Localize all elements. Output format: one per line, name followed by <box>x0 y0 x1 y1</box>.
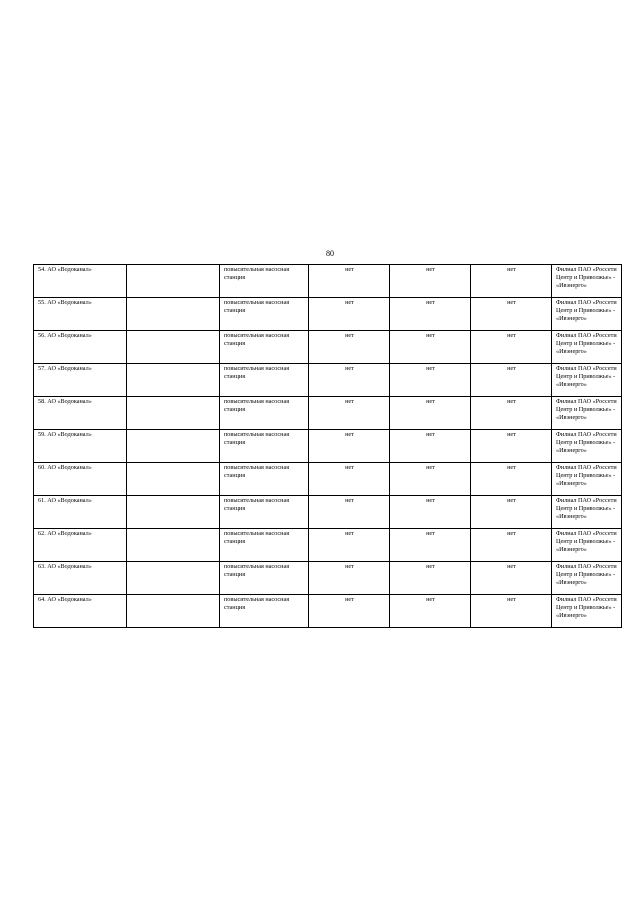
value-cell-c: нет <box>471 397 552 430</box>
consumer-name-cell: 64. АО «Водоканал» <box>34 595 127 628</box>
grid-organization-cell: Филиал ПАО «Россети Центр и Приволжье» - «Ивэнерго» <box>552 331 622 364</box>
object-type-cell: повысительная насосная станция <box>220 496 309 529</box>
grid-organization-cell: Филиал ПАО «Россети Центр и Приволжье» - «Ивэнерго» <box>552 496 622 529</box>
empty-cell <box>127 463 220 496</box>
grid-organization-cell: Филиал ПАО «Россети Центр и Приволжье» - «Ивэнерго» <box>552 529 622 562</box>
object-type-cell: повысительная насосная станция <box>220 265 309 298</box>
table-row <box>34 265 622 298</box>
table-row <box>34 496 622 529</box>
empty-cell <box>127 529 220 562</box>
value-cell-a: нет <box>309 331 390 364</box>
table-row <box>34 463 622 496</box>
value-cell-a: нет <box>309 463 390 496</box>
consumers-table <box>33 264 622 628</box>
value-cell-a: нет <box>309 397 390 430</box>
grid-organization-cell: Филиал ПАО «Россети Центр и Приволжье» - «Ивэнерго» <box>552 265 622 298</box>
object-type-cell: повысительная насосная станция <box>220 595 309 628</box>
consumer-name-cell: 60. АО «Водоканал» <box>34 463 127 496</box>
grid-organization-cell: Филиал ПАО «Россети Центр и Приволжье» - «Ивэнерго» <box>552 364 622 397</box>
empty-cell <box>127 364 220 397</box>
value-cell-c: нет <box>471 430 552 463</box>
value-cell-a: нет <box>309 298 390 331</box>
value-cell-c: нет <box>471 265 552 298</box>
value-cell-b: нет <box>390 562 471 595</box>
value-cell-c: нет <box>471 364 552 397</box>
object-type-cell: повысительная насосная станция <box>220 397 309 430</box>
table-row <box>34 562 622 595</box>
table-row <box>34 298 622 331</box>
value-cell-b: нет <box>390 265 471 298</box>
value-cell-b: нет <box>390 331 471 364</box>
value-cell-b: нет <box>390 595 471 628</box>
object-type-cell: повысительная насосная станция <box>220 430 309 463</box>
value-cell-a: нет <box>309 430 390 463</box>
table-row <box>34 529 622 562</box>
consumer-name-cell: 55. АО «Водоканал» <box>34 298 127 331</box>
value-cell-b: нет <box>390 463 471 496</box>
empty-cell <box>127 562 220 595</box>
object-type-cell: повысительная насосная станция <box>220 562 309 595</box>
table-row <box>34 397 622 430</box>
value-cell-c: нет <box>471 463 552 496</box>
grid-organization-cell: Филиал ПАО «Россети Центр и Приволжье» - «Ивэнерго» <box>552 463 622 496</box>
object-type-cell: повысительная насосная станция <box>220 298 309 331</box>
value-cell-c: нет <box>471 331 552 364</box>
empty-cell <box>127 265 220 298</box>
value-cell-b: нет <box>390 298 471 331</box>
consumer-name-cell: 54. АО «Водоканал» <box>34 265 127 298</box>
table-row <box>34 364 622 397</box>
grid-organization-cell: Филиал ПАО «Россети Центр и Приволжье» - «Ивэнерго» <box>552 595 622 628</box>
consumer-name-cell: 57. АО «Водоканал» <box>34 364 127 397</box>
value-cell-b: нет <box>390 430 471 463</box>
value-cell-a: нет <box>309 364 390 397</box>
table-body <box>34 265 622 628</box>
object-type-cell: повысительная насосная станция <box>220 331 309 364</box>
table-row <box>34 595 622 628</box>
value-cell-a: нет <box>309 529 390 562</box>
grid-organization-cell: Филиал ПАО «Россети Центр и Приволжье» - «Ивэнерго» <box>552 397 622 430</box>
consumer-name-cell: 62. АО «Водоканал» <box>34 529 127 562</box>
grid-organization-cell: Филиал ПАО «Россети Центр и Приволжье» - «Ивэнерго» <box>552 430 622 463</box>
empty-cell <box>127 331 220 364</box>
table-row <box>34 430 622 463</box>
value-cell-b: нет <box>390 397 471 430</box>
value-cell-a: нет <box>309 496 390 529</box>
consumer-name-cell: 63. АО «Водоканал» <box>34 562 127 595</box>
empty-cell <box>127 298 220 331</box>
object-type-cell: повысительная насосная станция <box>220 529 309 562</box>
empty-cell <box>127 397 220 430</box>
value-cell-c: нет <box>471 562 552 595</box>
value-cell-a: нет <box>309 265 390 298</box>
value-cell-c: нет <box>471 298 552 331</box>
consumer-name-cell: 61. АО «Водоканал» <box>34 496 127 529</box>
value-cell-a: нет <box>309 595 390 628</box>
value-cell-b: нет <box>390 364 471 397</box>
value-cell-c: нет <box>471 595 552 628</box>
grid-organization-cell: Филиал ПАО «Россети Центр и Приволжье» - «Ивэнерго» <box>552 298 622 331</box>
value-cell-c: нет <box>471 496 552 529</box>
empty-cell <box>127 496 220 529</box>
page-number: 80 <box>326 249 334 258</box>
consumer-name-cell: 58. АО «Водоканал» <box>34 397 127 430</box>
empty-cell <box>127 430 220 463</box>
value-cell-b: нет <box>390 496 471 529</box>
consumer-name-cell: 56. АО «Водоканал» <box>34 331 127 364</box>
grid-organization-cell: Филиал ПАО «Россети Центр и Приволжье» - «Ивэнерго» <box>552 562 622 595</box>
value-cell-b: нет <box>390 529 471 562</box>
value-cell-c: нет <box>471 529 552 562</box>
object-type-cell: повысительная насосная станция <box>220 463 309 496</box>
value-cell-a: нет <box>309 562 390 595</box>
consumer-name-cell: 59. АО «Водоканал» <box>34 430 127 463</box>
object-type-cell: повысительная насосная станция <box>220 364 309 397</box>
table-row <box>34 331 622 364</box>
empty-cell <box>127 595 220 628</box>
